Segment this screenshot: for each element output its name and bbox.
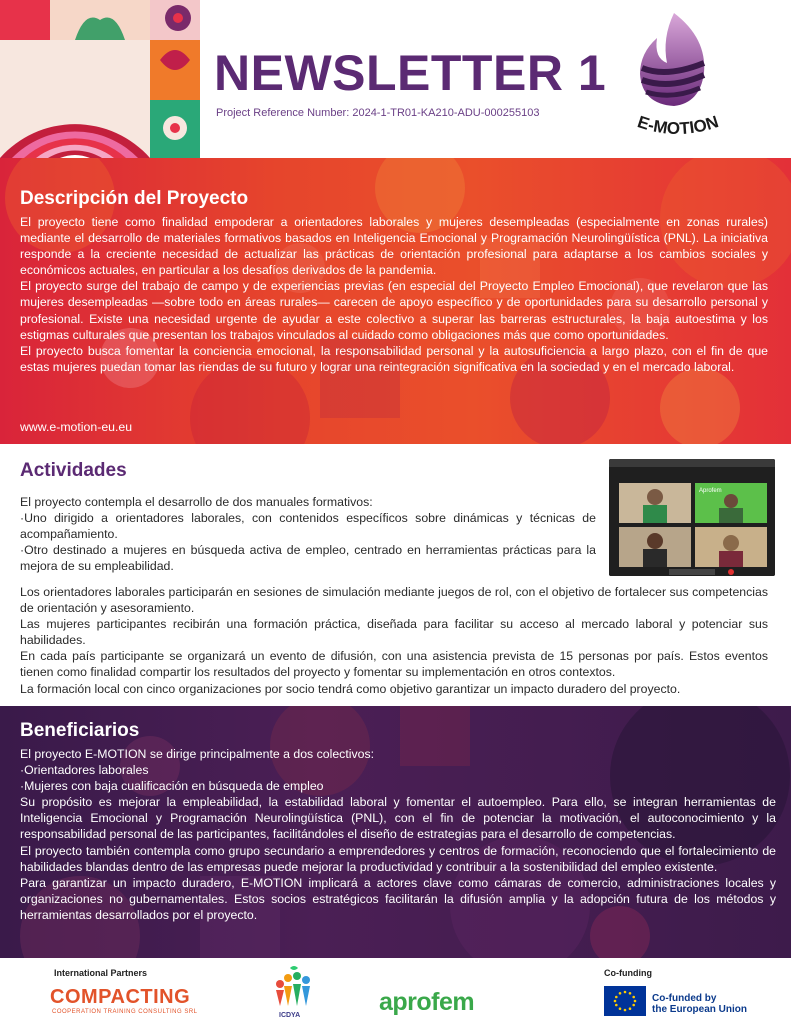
description-paragraph-1: El proyecto tiene como finalidad empoderar a orientadores laborales y mujeres desempleadas (especialmente en zonas rurales) mediante el desarrollo de materiales formativos basados en Inteligencia Emocional y Programación Neurolingüística (PNL). La iniciativa responde a la creciente necesidad de actualizar las prácticas de orientación profesional para adaptarse a los cambios sociales y económicos actuales, en particular a los desafíos derivados de la pandemia. xyxy=(20,215,768,278)
compacting-tagline: COOPERATION TRAINING CONSULTING SRL xyxy=(52,1009,198,1015)
partners-footer xyxy=(0,958,791,1024)
icdya-text: ICDYA xyxy=(279,1012,301,1019)
eu-flag-icon xyxy=(604,986,646,1016)
project-reference: Project Reference Number: 2024-1-TR01-KA210-ADU-000255103 xyxy=(216,107,540,119)
eu-line-2: the European Union xyxy=(652,1004,747,1015)
beneficiaries-paragraph: ·Orientadores laborales xyxy=(20,763,149,778)
activities-intro-line: ·Uno dirigido a orientadores laborales, con contenidos específicos sobre dinámicas y técnicas de acompañamiento. xyxy=(20,511,596,542)
svg-text:E-MOTION xyxy=(635,112,721,138)
beneficiaries-paragraph: El proyecto E-MOTION se dirige principalmente a dos colectivos: xyxy=(20,747,375,761)
compacting-logo: COMPACTING xyxy=(50,986,191,1008)
activities-detail-line: La formación local con cinco organizaciones por socio tendrá como objetivo garantizar un impacto duradero del proyecto. xyxy=(20,681,681,696)
video-tile-label: Aprofem xyxy=(699,488,722,494)
activities-title: Actividades xyxy=(20,460,127,481)
logo-text: E-MOTION xyxy=(635,112,721,139)
beneficiaries-section xyxy=(0,706,791,958)
activities-intro-line: ·Otro destinado a mujeres en búsqueda activa de empleo, centrado en herramientas prácticas para la mejora de su empleabilidad. xyxy=(20,543,596,574)
beneficiaries-paragraph: Su propósito es mejorar la empleabilidad, la estabilidad laboral y fomentar el autoempleo. Para ello, se integran herramientas de Inteligencia Emocional y Programación Neurolingüística (PNL), con el fin de potenciar la motivación, el autoconocimiento y la responsabilidad personal de las participantes, facilitándoles el diseño de estrategias para el desarrollo de competencias. xyxy=(20,795,776,842)
beneficiaries-paragraph: ·Mujeres con baja cualificación en búsqueda de empleo xyxy=(20,779,324,794)
eu-cofunded-text xyxy=(652,993,747,1015)
newsletter-title: NEWSLETTER 1 xyxy=(214,45,607,101)
cofunding-label: Co-funding xyxy=(604,968,652,978)
description-paragraph-2: El proyecto surge del trabajo de campo y de experiencias previas (en especial del Proyecto Empleo Emocional), que revelaron que las mujeres desempleadas —sobre todo en áreas rurales— carecen de apoyo específico y de oportunidades para su desarrollo personal y profesional. Existe una necesidad urgente de ayudar a este colectivo a superar las barreras estructurales, la baja autoestima y los estigmas culturales que presentan los trabajos vinculados al cuidado como obligaciones más que como oportunidades. xyxy=(20,279,768,342)
activities-detail-line: En cada país participante se organizará un evento de difusión, con una asistencia prevista de 15 personas por país. Estos eventos tienen como finalidad compartir los resultados del proyecto y fomentar su implementación en otros contextos. xyxy=(20,649,768,680)
video-call-photo xyxy=(609,459,775,576)
eu-line-1: Co-funded by xyxy=(652,993,717,1004)
activities-section xyxy=(0,444,791,706)
website-link[interactable]: www.e-motion-eu.eu xyxy=(20,420,133,434)
activities-detail-line: Los orientadores laborales participarán en sesiones de simulación mediante juegos de rol, con el objetivo de fortalecer sus competencias de orientación y asesoramiento. xyxy=(20,585,768,616)
activities-intro xyxy=(20,494,596,574)
activities-details xyxy=(20,584,768,697)
description-paragraph-3: El proyecto busca fomentar la conciencia emocional, la responsabilidad personal y la autosuficiencia a largo plazo, con el fin de que estas mujeres puedan tomar las riendas de su futuro y lograr una reintegración significativa en la sociedad y en el mercado laboral. xyxy=(20,343,768,374)
beneficiaries-title: Beneficiarios xyxy=(20,720,140,741)
description-title: Descripción del Proyecto xyxy=(20,188,249,209)
newsletter-header xyxy=(0,0,791,158)
activities-intro-line: El proyecto contempla el desarrollo de dos manuales formativos: xyxy=(20,495,373,509)
partners-label: International Partners xyxy=(54,968,148,978)
beneficiaries-paragraph: Para garantizar un impacto duradero, E-MOTION implicará a actores clave como cámaras de comercio, administraciones locales y organizaciones no gubernamentales. Estos socios estratégicos facilitarán la difusión amplia y la adopción futura de los métodos y herramientas desarrollados por el proyecto. xyxy=(20,875,776,922)
description-section xyxy=(0,158,791,444)
activities-detail-line: Las mujeres participantes recibirán una formación práctica, diseñada para facilitar su acceso al mercado laboral y potenciar sus habilidades. xyxy=(20,617,768,648)
beneficiaries-paragraph: El proyecto también contempla como grupo secundario a emprendedores y centros de formación, reconociendo que el fortalecimiento de habilidades blandas dentro de las empresas puede mejorar la productividad y contribuir a la sostenibilidad del empleo existente. xyxy=(20,843,776,874)
aprofem-logo: aprofem xyxy=(379,988,475,1016)
e-motion-logo-icon xyxy=(612,8,742,148)
decorative-pattern-icon xyxy=(0,0,200,158)
